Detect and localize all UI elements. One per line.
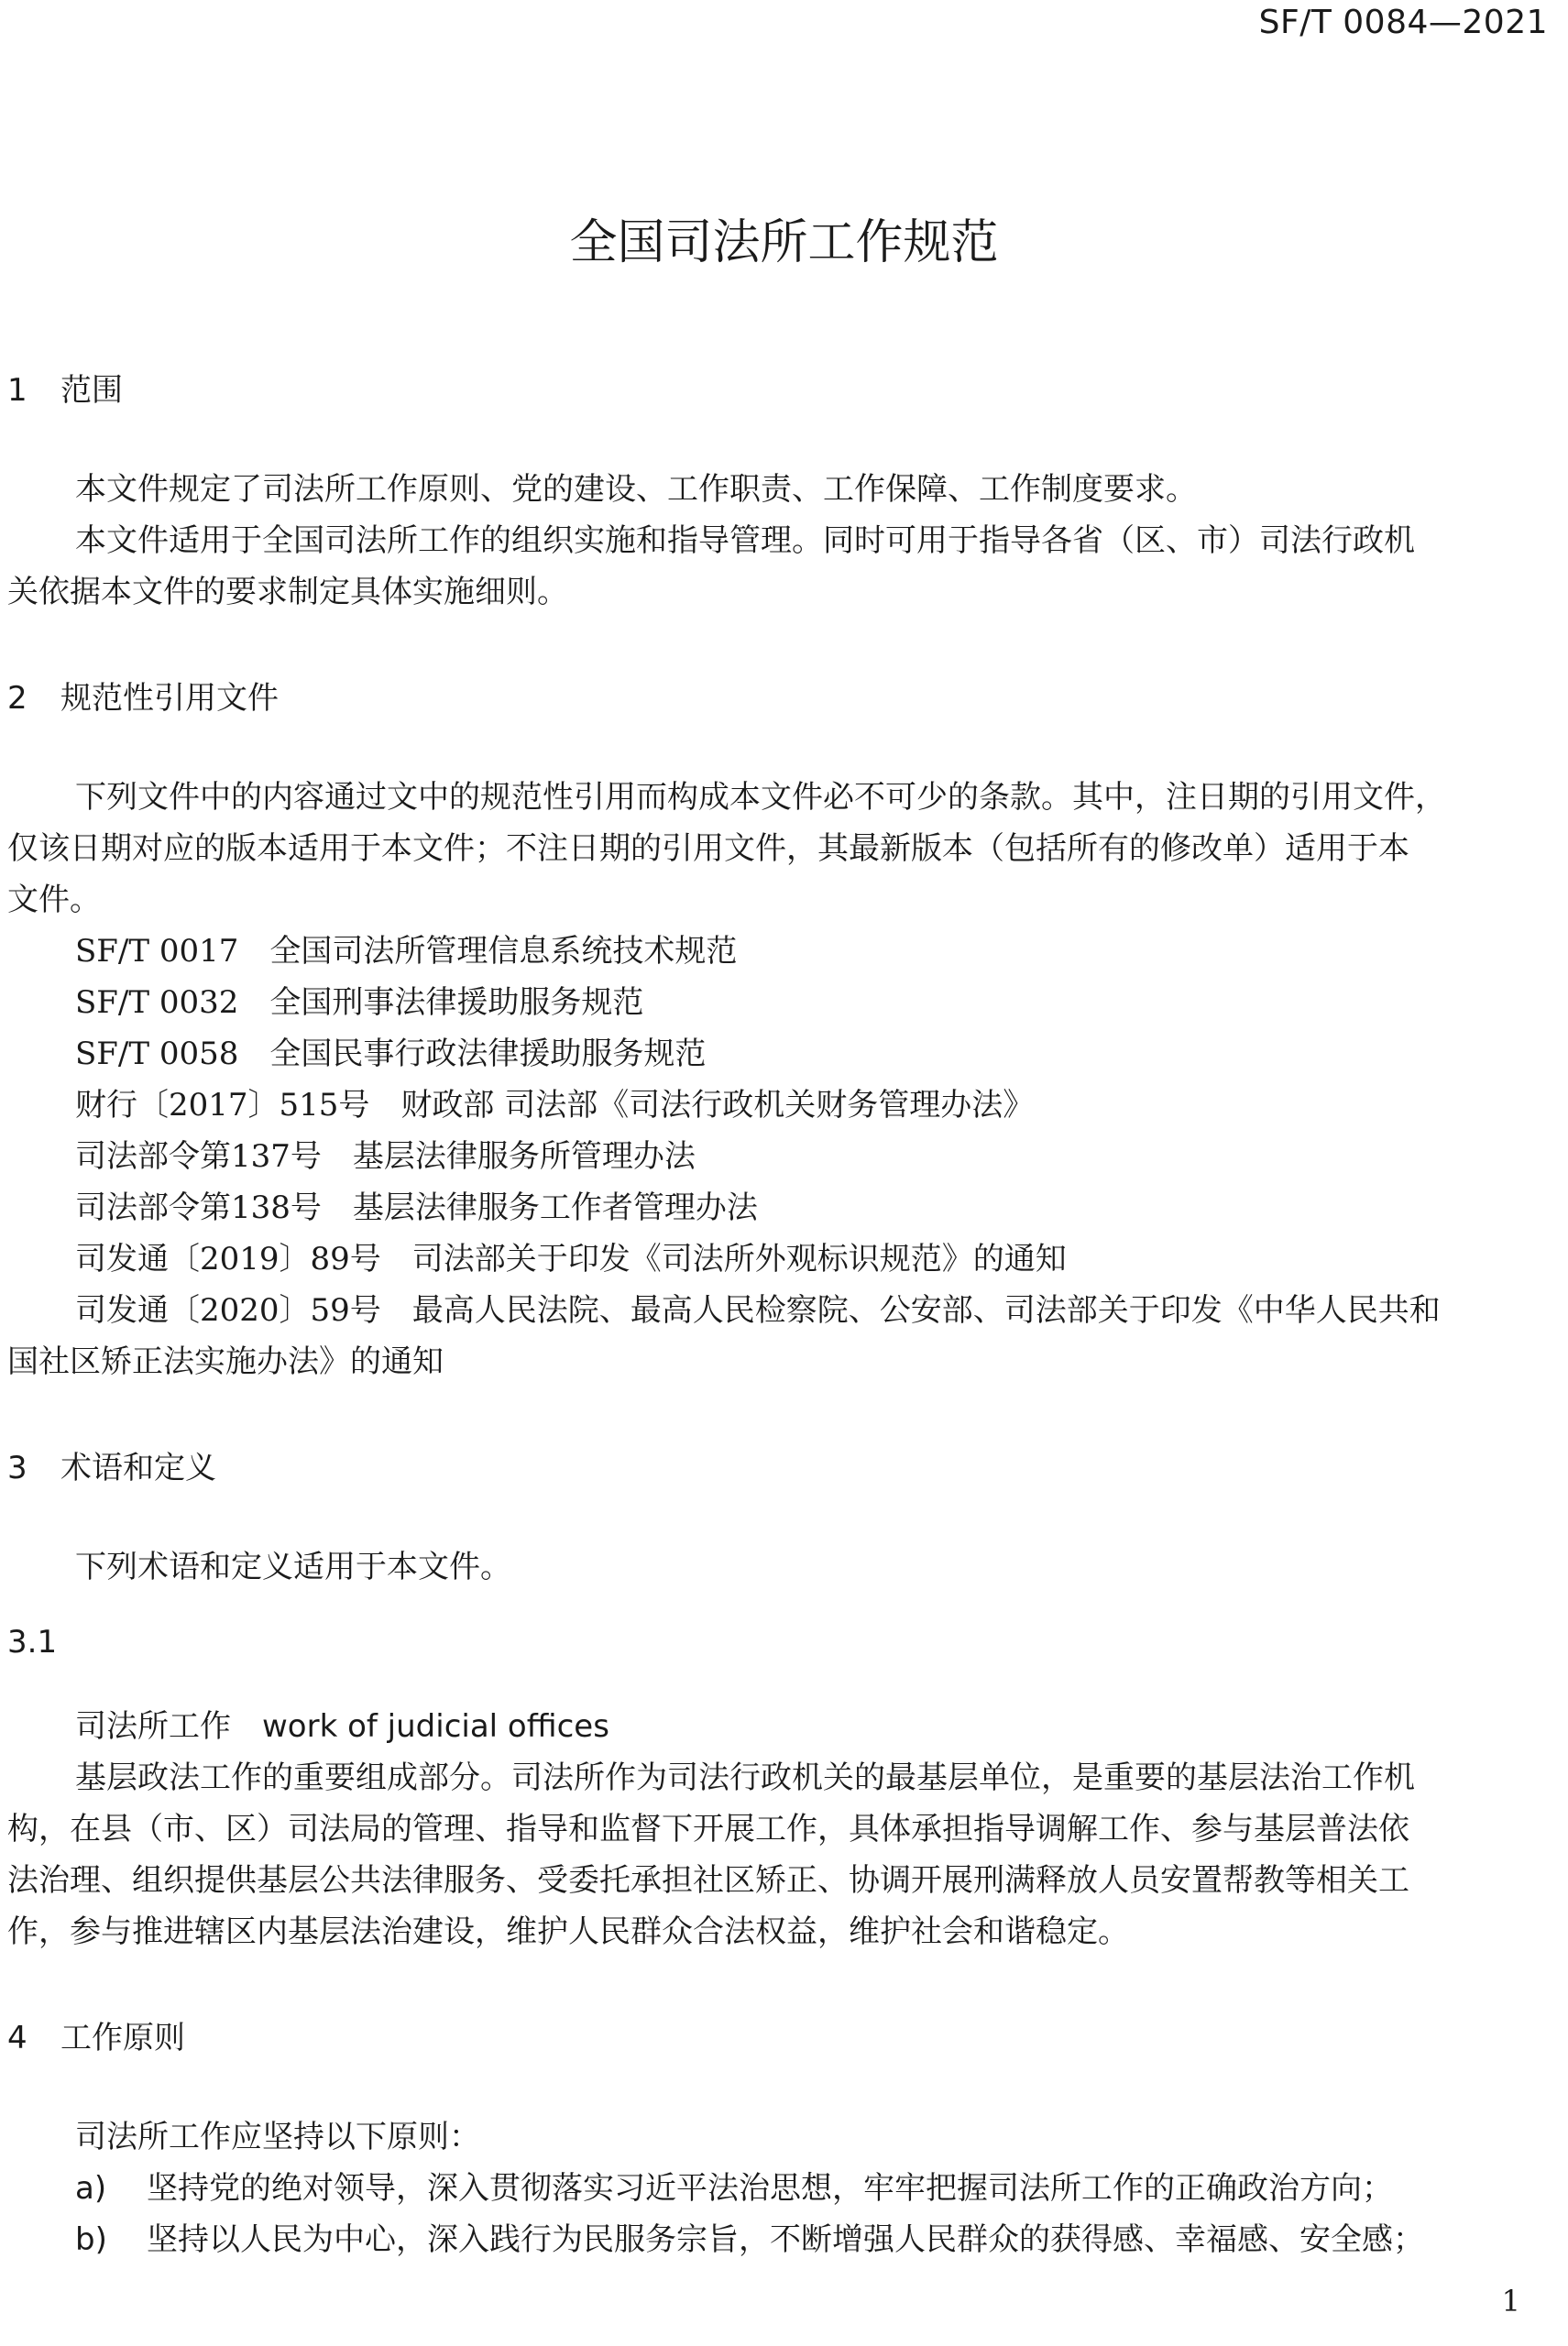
reference-name: 全国民事行政法律援助服务规范: [269, 1036, 707, 1072]
term-heading: [75, 1701, 609, 1752]
paragraph: 司法所工作应坚持以下原则：: [75, 2119, 480, 2155]
reference-item: [75, 1285, 1441, 1336]
reference-code: 司法部令第137号: [75, 1138, 322, 1175]
reference-name: 全国司法所管理信息系统技术规范: [269, 933, 738, 970]
paragraph: 下列术语和定义适用于本文件。: [75, 1549, 511, 1585]
term-number: 3.1: [7, 1624, 58, 1661]
reference-code: 司法部令第138号: [75, 1189, 322, 1226]
reference-name: 基层法律服务所管理办法: [352, 1138, 696, 1175]
reference-name: 基层法律服务工作者管理办法: [352, 1189, 758, 1226]
reference-code: SF/T 0017: [75, 933, 239, 970]
reference-name: 全国刑事法律援助服务规范: [269, 984, 644, 1021]
section-number: 1: [7, 372, 27, 409]
reference-name: 财政部 司法部《司法行政机关财务管理办法》: [400, 1087, 1035, 1124]
definition: 基层政法工作的重要组成部分。司法所作为司法行政机关的最基层单位，是重要的基层法治工作机: [75, 1760, 1415, 1796]
paragraph: 下列文件中的内容通过文中的规范性引用而构成本文件必不可少的条款。其中，注日期的引用文件，: [75, 779, 1446, 816]
paragraph-continuation: 关依据本文件的要求制定具体实施细则。: [7, 574, 568, 610]
reference-code: 司发通〔2019〕89号: [75, 1241, 381, 1277]
section-heading-4: [7, 2012, 185, 2057]
reference-continuation: 国社区矫正法实施办法》的通知: [7, 1343, 444, 1380]
section-title: 范围: [60, 372, 123, 409]
reference-item: [75, 1080, 1034, 1131]
paragraph-continuation: 文件。: [7, 882, 101, 918]
section-heading-3: [7, 1442, 216, 1487]
list-item: [75, 2214, 1424, 2265]
reference-item: [75, 926, 737, 977]
paragraph: 本文件规定了司法所工作原则、党的建设、工作职责、工作保障、工作制度要求。: [75, 471, 1197, 508]
definition-continuation: 法治理、组织提供基层公共法律服务、受委托承担社区矫正、协调开展刑满释放人员安置帮教等相关工: [7, 1862, 1409, 1899]
section-number: 3: [7, 1450, 27, 1486]
list-item: [75, 2163, 1393, 2214]
reference-item: [75, 1182, 758, 1233]
reference-item: [75, 1131, 696, 1182]
term-english: work of judicial offices: [262, 1708, 609, 1745]
list-label: a): [75, 2170, 107, 2207]
section-title: 规范性引用文件: [60, 680, 279, 717]
section-title: 工作原则: [60, 2020, 185, 2056]
section-number: 4: [7, 2020, 27, 2056]
document-code: SF/T 0084—2021: [1258, 4, 1548, 41]
section-heading-2: [7, 673, 279, 718]
reference-code: SF/T 0032: [75, 984, 239, 1021]
list-text: 坚持党的绝对领导，深入贯彻落实习近平法治思想，牢牢把握司法所工作的正确政治方向；: [147, 2170, 1393, 2207]
reference-name: 最高人民法院、最高人民检察院、公安部、司法部关于印发《中华人民共和: [411, 1292, 1441, 1329]
definition-continuation: 作，参与推进辖区内基层法治建设，维护人民群众合法权益，维护社会和谐稳定。: [7, 1913, 1129, 1950]
reference-item: [75, 1028, 706, 1080]
list-label: b): [75, 2221, 107, 2258]
page-number: 1: [1501, 2284, 1520, 2319]
document-title: 全国司法所工作规范: [569, 215, 999, 270]
reference-code: 司发通〔2020〕59号: [75, 1292, 381, 1329]
reference-code: SF/T 0058: [75, 1036, 239, 1072]
reference-item: [75, 977, 643, 1028]
term-chinese: 司法所工作: [75, 1708, 231, 1745]
paragraph: 本文件适用于全国司法所工作的组织实施和指导管理。同时可用于指导各省（区、市）司法行政机: [75, 522, 1415, 559]
reference-name: 司法部关于印发《司法所外观标识规范》的通知: [411, 1241, 1067, 1277]
section-title: 术语和定义: [60, 1450, 216, 1486]
section-number: 2: [7, 680, 27, 717]
reference-code: 财行〔2017〕515号: [75, 1087, 370, 1124]
list-text: 坚持以人民为中心，深入践行为民服务宗旨，不断增强人民群众的获得感、幸福感、安全感；: [147, 2221, 1424, 2258]
section-heading-1: [7, 365, 123, 410]
paragraph-continuation: 仅该日期对应的版本适用于本文件；不注日期的引用文件，其最新版本（包括所有的修改单）适用于本: [7, 830, 1409, 867]
reference-item: [75, 1233, 1067, 1285]
definition-continuation: 构，在县（市、区）司法局的管理、指导和监督下开展工作，具体承担指导调解工作、参与基层普法依: [7, 1811, 1409, 1847]
